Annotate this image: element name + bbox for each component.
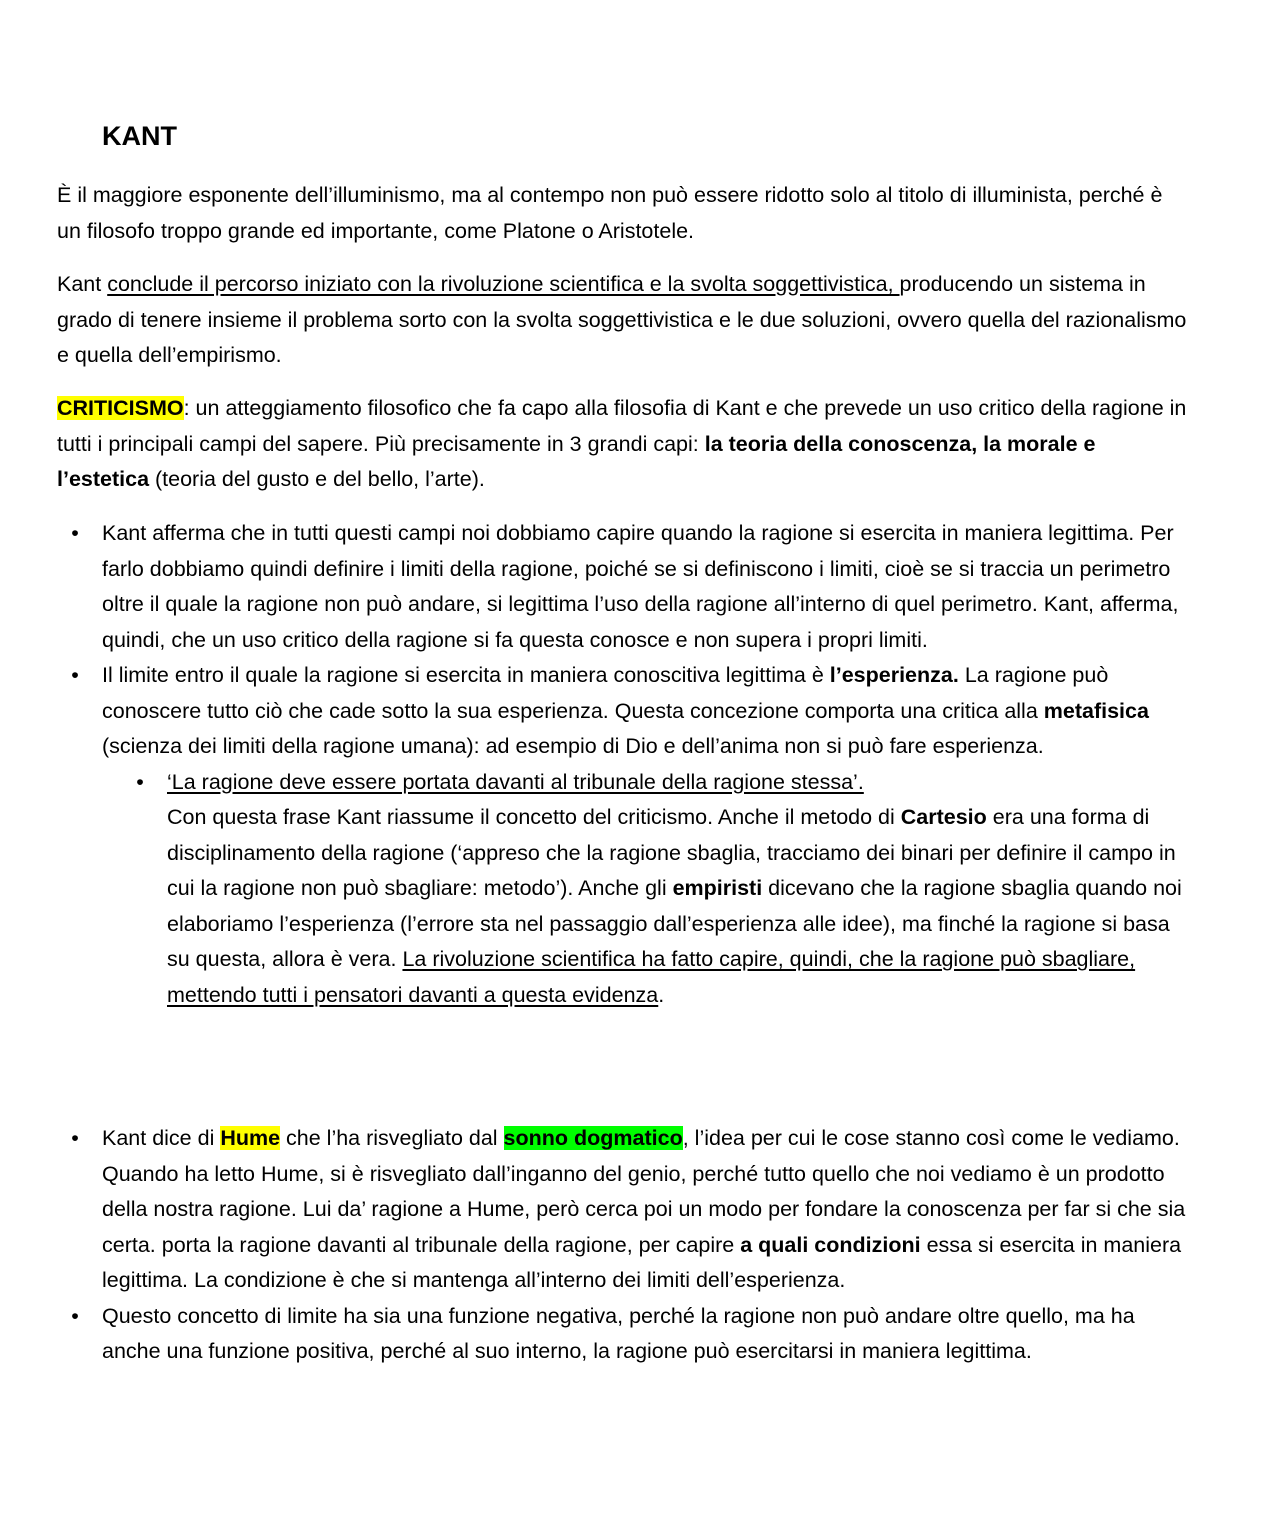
bullet-2-bold-1: l’esperienza. [829, 663, 959, 687]
bullet-2-text-3: (scienza dei limiti della ragione umana): ad esempio di Dio e dell’anima non si può fare esperienza. [102, 734, 1044, 758]
bullet-2-text-2: La ragione può conoscere tutto ciò che cade sotto la sua esperienza. Questa concezione comporta una critica alla [102, 663, 1109, 723]
sonno-dogmatico-highlight: sonno dogmatico [503, 1126, 683, 1150]
para2-underlined: conclude il percorso iniziato con la rivoluzione scientifica e la svolta soggettivistica, [107, 272, 900, 296]
bullet-2-text-1: Il limite entro il quale la ragione si esercita in maniera conoscitiva legittima è [102, 663, 830, 687]
bullet-2-bold-2: metafisica [1043, 698, 1149, 723]
sub-bullet-underlined: La rivoluzione scientifica ha fatto capire, quindi, che la ragione può sbagliare, mettendo tutti i pensatori davanti a questa evidenza [167, 947, 1136, 1007]
conclusion-paragraph [57, 267, 1187, 374]
para2-rest: producendo un sistema in grado di tenere insieme il problema sorto con la svolta soggettivistica e le due soluzioni, ovvero quella del razionalismo e quella dell’empirismo. [57, 272, 1187, 367]
criticismo-term: CRITICISMO [57, 396, 184, 420]
bullet-icon: • [71, 1126, 79, 1150]
list-item [71, 516, 1192, 658]
bullet-3-bold: a quali condizioni [740, 1232, 921, 1257]
sub-bullet-text-2: era una forma di disciplinamento della ragione (‘appreso che la ragione sbaglia, tracciamo dei binari per definire il campo in cui la ragione non può sbagliare: metodo’). Anche gli [167, 805, 1176, 900]
bullet-icon: • [71, 663, 79, 687]
list-item [71, 1299, 1192, 1370]
criticismo-text-2: (teoria del gusto e del bello, l’arte). [149, 467, 485, 491]
list-item [71, 658, 1192, 1013]
sub-bullet-end: . [658, 982, 665, 1007]
para2-lead: Kant [57, 272, 108, 296]
main-bullet-list [71, 516, 1192, 1013]
hume-highlight: Hume [220, 1126, 281, 1150]
bullet-1-text: Kant afferma che in tutti questi campi noi dobbiamo capire quando la ragione si esercita in maniera legittima. Per farlo dobbiamo quindi definire i limiti della ragione, poiché se si definiscono i limiti, cioè se si traccia un perimetro oltre il quale la ragione non può andare, si legittima l’uso della ragione all’interno di quel perimetro. Kant, afferma, quindi, che un uso critico della ragione si fa questa conosce e non supera i propri limiti. [102, 521, 1179, 652]
list-item [71, 1121, 1192, 1299]
criticismo-bold: la teoria della conoscenza, la morale e l’estetica [57, 431, 1096, 491]
bullet-3-text-3: , l’idea per cui le cose stanno così come le vediamo. Quando ha letto Hume, si è risvegliato dall’inganno del genio, perché tutto quello che noi vediamo è un prodotto della nostra ragione. Lui da’ ragione a Hume, però cerca poi un modo per fondare la conoscenza per far si che sia certa. porta la ragione davanti al tribunale della ragione, per capire [102, 1126, 1186, 1257]
intro-paragraph: È il maggiore esponente dell’illuminismo, ma al contempo non può essere ridotto solo al titolo di illuminista, perché è un filosofo troppo grande ed importante, come Platone o Aristotele. [57, 183, 1163, 243]
bullet-4-text: Questo concetto di limite ha sia una funzione negativa, perché la ragione non può andare oltre quello, ma ha anche una funzione positiva, perché al suo interno, la ragione può esercitarsi in maniera legittima. [102, 1303, 1135, 1363]
bullet-3-text-1: Kant dice di [102, 1126, 221, 1150]
sub-bullet-bold-2: empiristi [672, 876, 763, 900]
sub-bullet-icon: • [136, 769, 144, 794]
page-title: KANT [102, 121, 177, 151]
sub-bullet-text-1: Con questa frase Kant riassume il concetto del criticismo. Anche il metodo di [167, 805, 901, 829]
sub-bullet-bold-1: Cartesio [900, 805, 987, 829]
bullet-icon: • [71, 1303, 79, 1328]
second-bullet-list [71, 1121, 1192, 1370]
criticismo-text-1: : un atteggiamento filosofico che fa capo alla filosofia di Kant e che prevede un uso critico della ragione in tutti i principali campi del sapere. Più precisamente in 3 grandi capi: [57, 396, 1187, 456]
bullet-icon: • [71, 521, 79, 545]
bullet-3-text-4: essa si esercita in maniera legittima. La condizione è che si mantenga all’interno dei limiti dell’esperienza. [102, 1232, 1182, 1292]
sub-bullet-list [102, 765, 1192, 1014]
sub-list-item [136, 765, 1192, 1014]
sub-bullet-quote: ‘La ragione deve essere portata davanti al tribunale della ragione stessa’. [167, 769, 864, 794]
criticismo-paragraph [57, 391, 1187, 498]
sub-bullet-text-3: dicevano che la ragione sbaglia quando noi elaboriamo l’esperienza (l’errore sta nel passaggio dall’esperienza alle idee), ma finché la ragione si basa su questa, allora è vera. [167, 876, 1182, 971]
bullet-3-text-2: che l’ha risvegliato dal [280, 1126, 504, 1150]
